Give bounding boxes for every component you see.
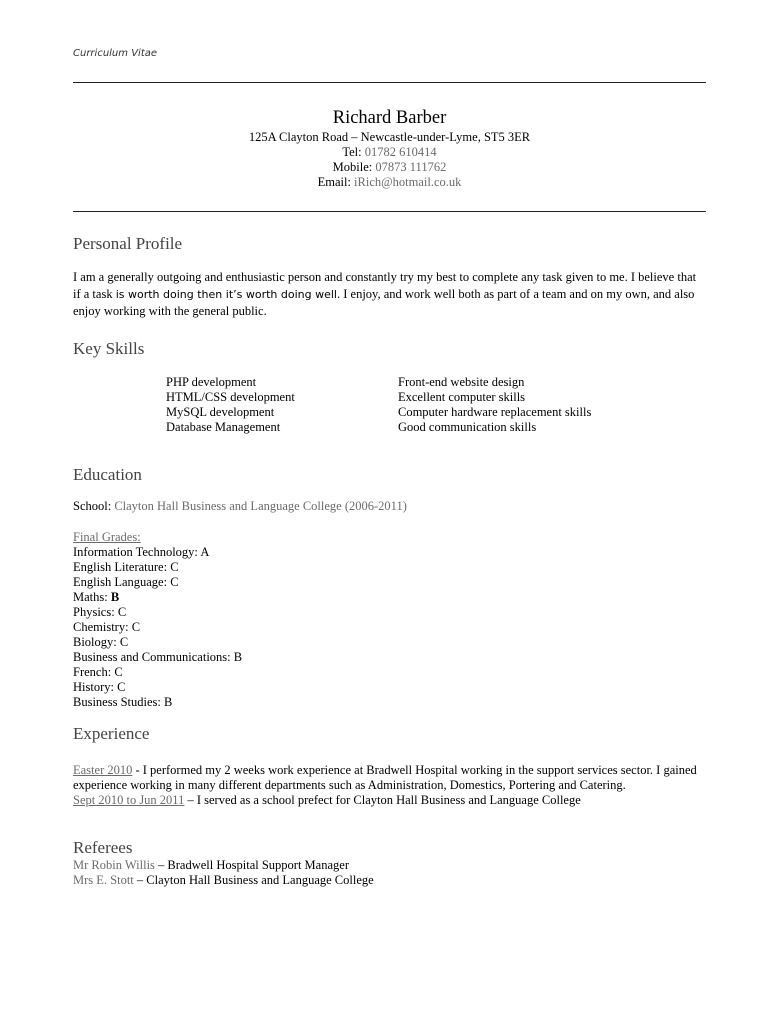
profile-text-emphasis: is worth doing then it’s worth doing well [115, 288, 337, 301]
profile-text-end: . I enjoy, and work well both as part of a team and on my own, and also enjoy working with the general public. [73, 287, 695, 318]
grade-row: Business and Communications: B [73, 650, 243, 664]
grade-row: English Literature: C [73, 560, 179, 574]
section-title-education: Education [73, 465, 142, 484]
tel-number: 01782 610414 [364, 145, 437, 159]
mobile-line [73, 160, 706, 175]
final-grades-label: Final Grades: [73, 530, 141, 544]
section-title-referees: Referees [73, 838, 133, 857]
experience-item [73, 793, 713, 808]
grade-row: Maths: B [73, 590, 120, 604]
skills-right-column [398, 375, 591, 435]
skill-item: Excellent computer skills [398, 390, 526, 404]
referees-list [73, 858, 374, 888]
referee-role: – Bradwell Hospital Support Manager [154, 858, 349, 872]
section-title-key-skills: Key Skills [73, 339, 145, 358]
skills-left-column [166, 375, 295, 435]
profile-text-start: I am a generally outgoing and enthusiastic person and constantly try my best to complete any task given to me. I believe that if a task [73, 270, 697, 301]
school-line [73, 499, 407, 514]
school-label: School: [73, 499, 112, 513]
email-address: iRich@hotmail.co.uk [354, 175, 462, 189]
referee-name: Mr Robin Willis [73, 858, 155, 872]
profile-paragraph [73, 269, 706, 320]
section-title-personal-profile: Personal Profile [73, 234, 183, 253]
skill-item: Front-end website design [398, 375, 525, 389]
skill-item: PHP development [166, 375, 257, 389]
email-line [73, 175, 706, 190]
section-title-experience: Experience [73, 724, 150, 743]
skill-item: HTML/CSS development [166, 390, 295, 404]
experience-text: - I performed my 2 weeks work experience at Bradwell Hospital working in the support services sector. I gained experience working in many different departments such as Administration, Domestics, Portering and Catering. [73, 763, 697, 792]
mobile-label: Mobile: [332, 160, 373, 174]
grade-row: English Language: C [73, 575, 179, 589]
document-header-note: Curriculum Vitae [73, 48, 158, 59]
skill-item: MySQL development [166, 405, 275, 419]
tel-label: Tel: [342, 145, 362, 159]
experience-text: – I served as a school prefect for Clayton Hall Business and Language College [184, 793, 581, 807]
grade-row: Information Technology: A [73, 545, 210, 559]
candidate-name: Richard Barber [332, 108, 447, 128]
grade-row: French: C [73, 665, 123, 679]
referee-item [73, 873, 374, 888]
experience-item [73, 763, 713, 793]
grade-row: Physics: C [73, 605, 127, 619]
mobile-number: 07873 111762 [375, 160, 447, 174]
address: 125A Clayton Road – Newcastle-under-Lyme, ST5 3ER [248, 130, 531, 144]
grade-row: Chemistry: C [73, 620, 141, 634]
experience-date: Sept 2010 to Jun 2011 [73, 793, 185, 807]
grade-row: Business Studies: B [73, 695, 173, 709]
final-grades-list [73, 530, 242, 710]
school-name: Clayton Hall Business and Language College (2006-2011) [114, 499, 407, 513]
experience-block [73, 763, 713, 808]
grade-row: Biology: C [73, 635, 129, 649]
skill-item: Database Management [166, 420, 281, 434]
header-divider [73, 211, 706, 212]
experience-date: Easter 2010 [73, 763, 133, 777]
skill-item: Computer hardware replacement skills [398, 405, 592, 419]
referee-item [73, 858, 374, 873]
top-divider [73, 82, 706, 83]
email-label: Email: [317, 175, 351, 189]
referee-role: – Clayton Hall Business and Language College [133, 873, 374, 887]
telephone-line [73, 145, 706, 160]
grade-row: History: C [73, 680, 126, 694]
skill-item: Good communication skills [398, 420, 537, 434]
referee-name: Mrs E. Stott [73, 873, 134, 887]
